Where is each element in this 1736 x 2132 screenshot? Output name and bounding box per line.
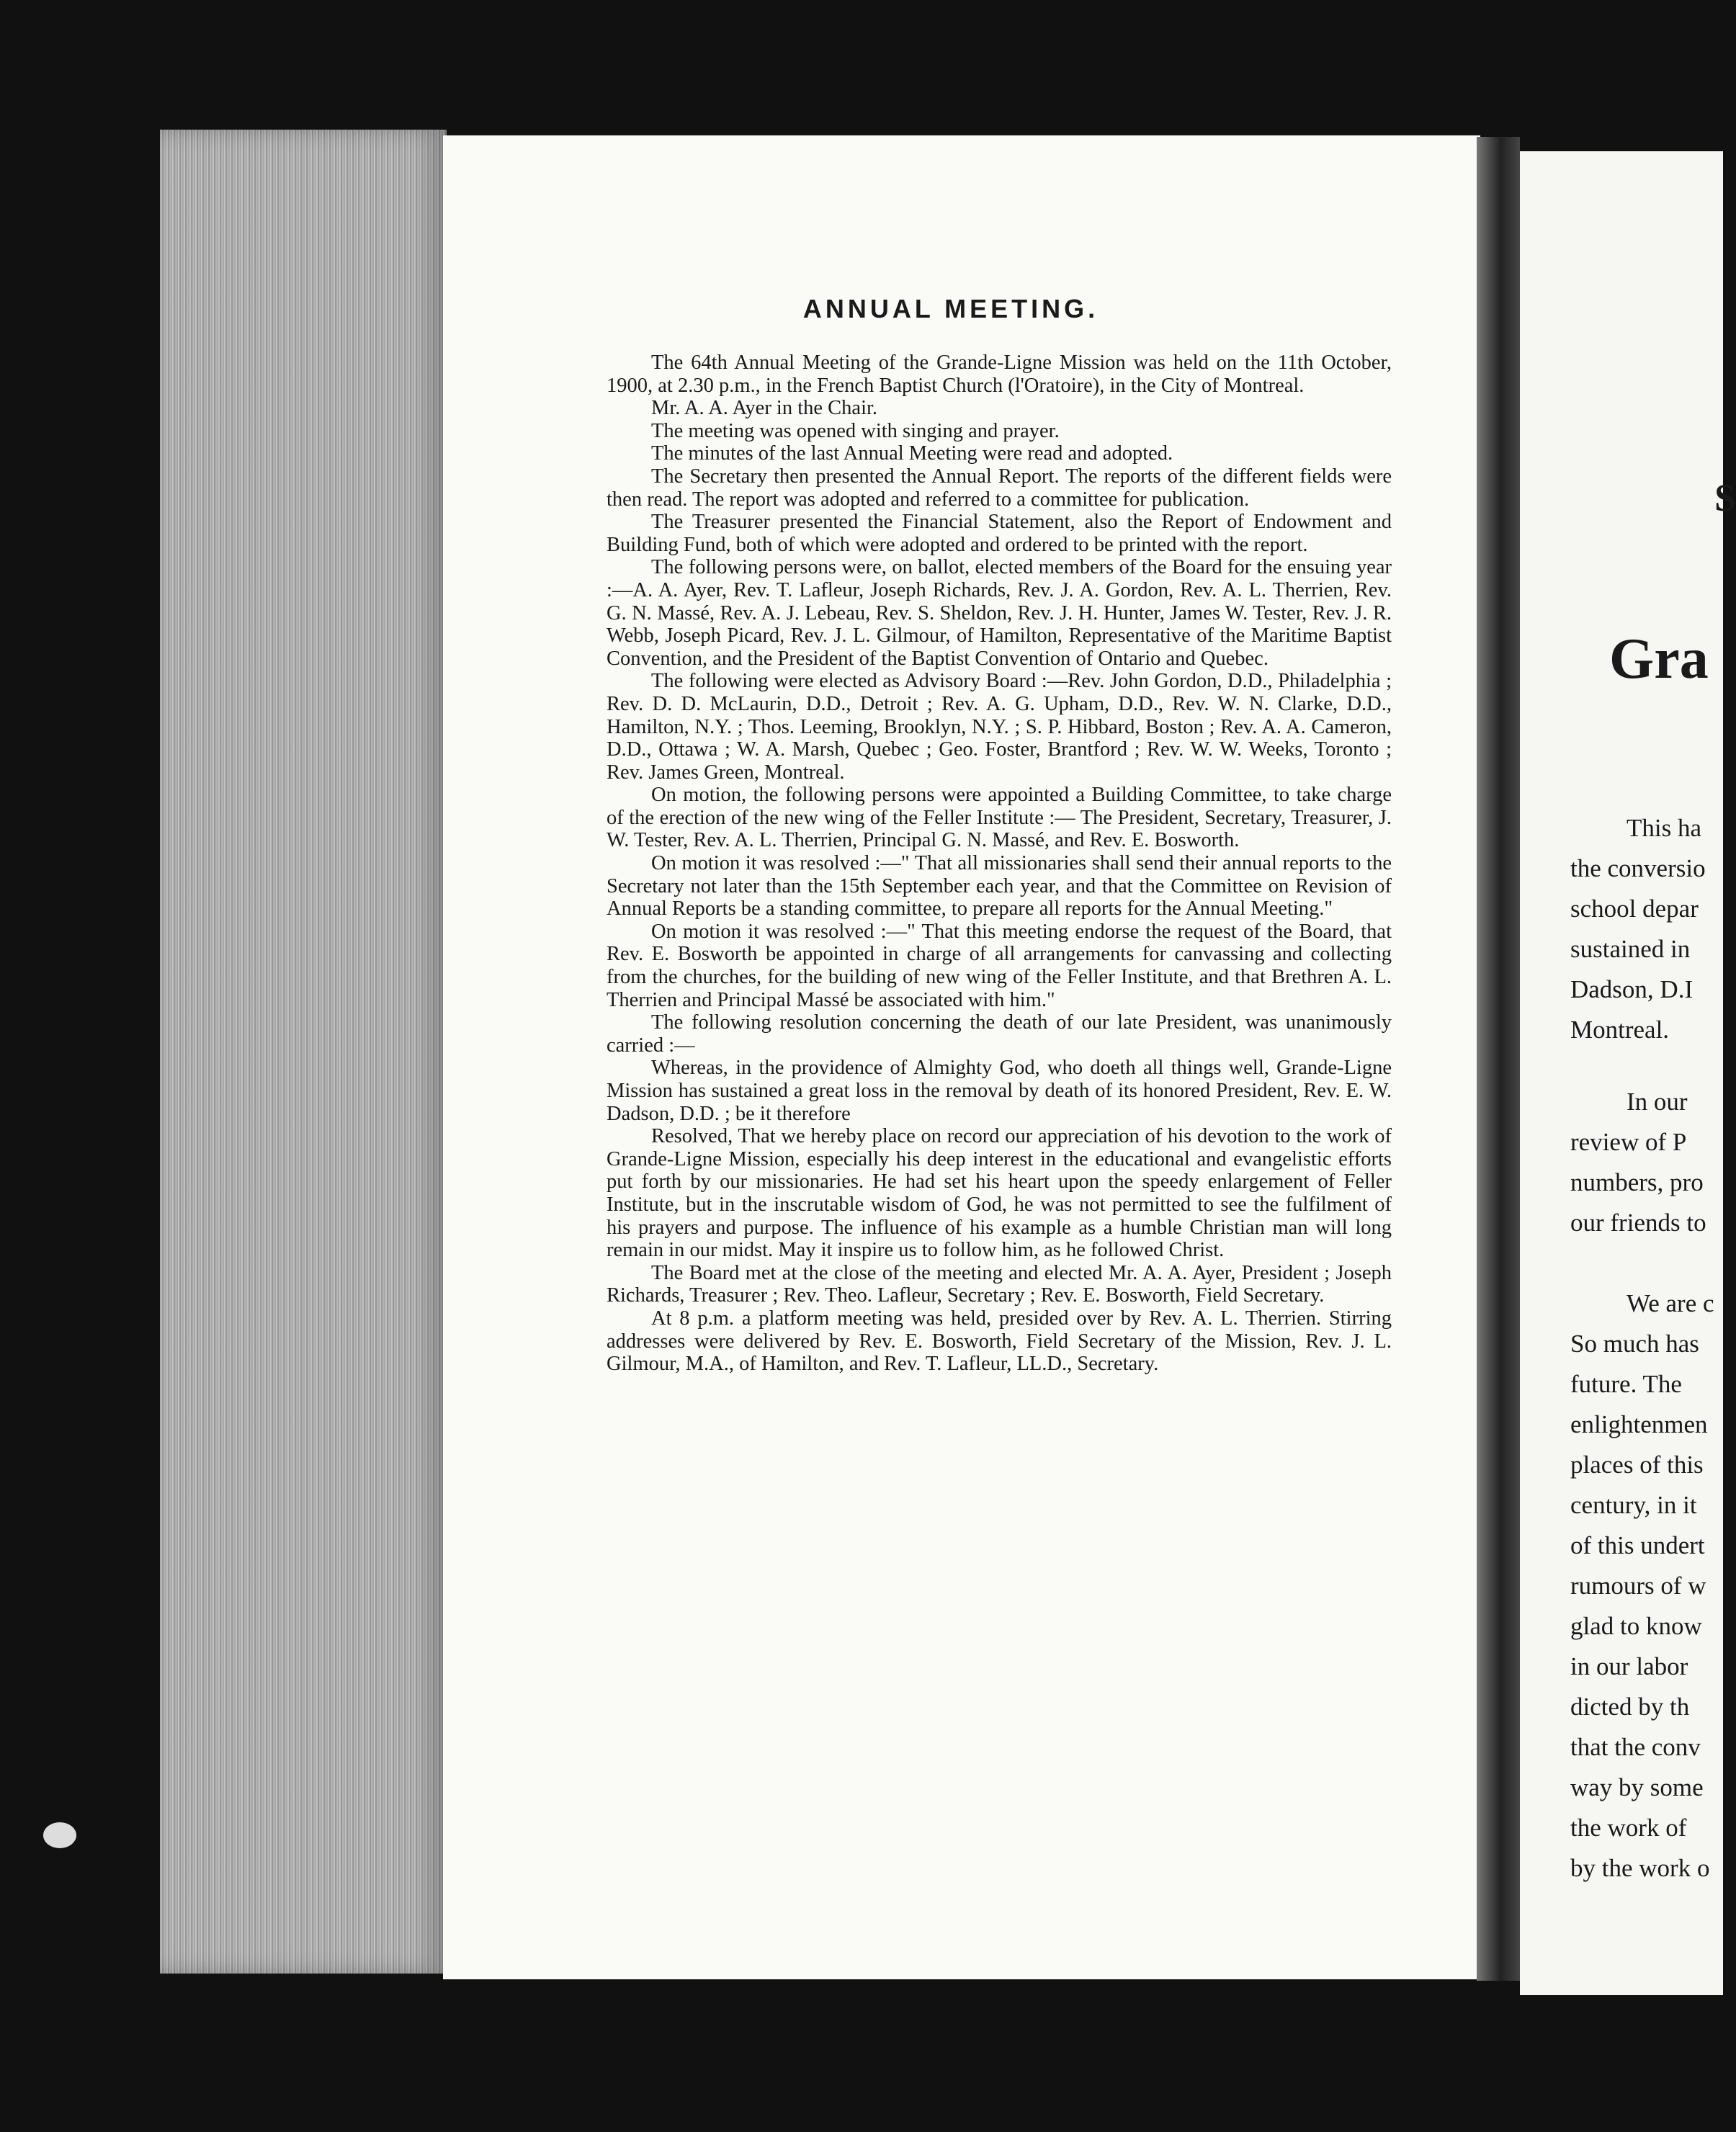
paragraph-resolution-reports: On motion it was resolved :—" That all missionaries shall send their annual reports to the Secretary not later than the 15th September each year, and that the Committee on Revision of Annual Reports be a standing committee, to prepare all reports for the Annual Meeting." (607, 852, 1392, 921)
right-page-fragment: glad to know (1570, 1612, 1702, 1640)
book-gutter (1477, 137, 1520, 1981)
paragraph-chair: Mr. A. A. Ayer in the Chair. (651, 397, 878, 420)
right-page-fragment: enlightenmen (1570, 1410, 1708, 1438)
paragraph-building-committee: On motion, the following persons were appointed a Building Committee, to take charge of the erection of the new wing of the Feller Institute :— The President, Secretary, Treasurer, J. W. Tester, Rev. A. L. Therrien, Principal G. N. Massé, and Rev. E. Bosworth. (607, 784, 1392, 852)
right-page-fragment: S (1714, 476, 1736, 519)
right-page-fragment: Gra (1609, 627, 1709, 691)
paragraph-resolution-bosworth: On motion it was resolved :—" That this meeting endorse the request of the Board, that Rev. E. Bosworth be appointed in charge of all arrangements for canvassing and collecting from the churches, for the building of new wing of the Feller Institute, and that Brethren A. L. Therrien and Principal Massé be associated with him." (607, 920, 1392, 1011)
paragraph-whereas: Whereas, in the providence of Almighty God, who doeth all things well, Grande-Ligne Mission has sustained a great loss in the removal by death of its honored President, Rev. E. W. Dadson, D.D. ; be it therefore (607, 1057, 1392, 1125)
paragraph-board-officers: The Board met at the close of the meeting and elected Mr. A. A. Ayer, President ; Joseph Richards, Treasurer ; Rev. Theo. Lafleur, Secretary ; Rev. E. Bosworth, Field Secretary. (607, 1261, 1392, 1307)
right-page-fragment: future. The (1570, 1370, 1682, 1398)
right-page-fragment: our friends to (1570, 1209, 1706, 1237)
paragraph-platform-meeting: At 8 p.m. a platform meeting was held, presided over by Rev. A. L. Therrien. Stirring addresses were delivered by Rev. E. Bosworth, Field Secretary of the Mission, Rev. J. L. Gilmour, M.A., of Hamilton, and Rev. T. Lafleur, LL.D., Secretary. (607, 1307, 1392, 1376)
paragraph-opened: The meeting was opened with singing and prayer. (651, 419, 1060, 442)
right-page-fragment: school depar (1570, 895, 1699, 923)
right-page-fragment: by the work o (1570, 1854, 1710, 1882)
paragraph-advisory: The following were elected as Advisory Board :—Rev. John Gordon, D.D., Philadelphia ; Rev. D. D. McLaurin, D.D., Detroit ; Rev. A. G. Upham, D.D., Rev. W. N. Clarke, D.D., Hamilton, N.Y. ; Thos. Leeming, Brooklyn, N.Y. ; S. P. Hibbard, Boston ; Rev. A. A. Cameron, D.D., Ottawa ; W. A. Marsh, Quebec ; Geo. Foster, Brantford ; Rev. W. W. Weeks, Toronto ; Rev. James Green, Montreal. (607, 670, 1392, 784)
book-page-edges (160, 130, 447, 1974)
right-page-fragment: of this undert (1570, 1531, 1705, 1559)
right-page-fragment: rumours of w (1570, 1572, 1706, 1600)
dust-speck (43, 1822, 76, 1848)
right-page-fragment: dicted by th (1570, 1693, 1690, 1721)
right-page-fragment: Montreal. (1570, 1016, 1670, 1044)
paragraph-resolved: Resolved, That we hereby place on record our appreciation of his devotion to the work of Grande-Ligne Mission, especially his deep interest in the educational and evangelistic efforts put forth by our missionaries. He had set his heart upon the speedy enlargement of Feller Institute, but in the inscrutable wisdom of God, he was not permitted to see the fulfilment of his prayers and purpose. The influence of his example as a humble Christian man will long remain in our midst. May it inspire us to follow him, as he followed Christ. (607, 1125, 1392, 1262)
right-page-fragment: sustained in (1570, 935, 1691, 963)
right-page-fragment: the work of (1570, 1814, 1687, 1842)
right-page-fragment: way by some (1570, 1773, 1704, 1801)
page-heading: ANNUAL MEETING. (802, 294, 1099, 323)
right-page-fragment: This ha (1627, 814, 1702, 842)
right-page-fragment: that the conv (1570, 1733, 1701, 1761)
right-page-fragment: the conversio (1570, 854, 1706, 882)
paragraph-opening: The 64th Annual Meeting of the Grande-Ligne Mission was held on the 11th October, 1900, at 2.30 p.m., in the French Baptist Church (l'Oratoire), in the City of Montreal. (607, 351, 1392, 397)
right-page-fragment: So much has (1570, 1330, 1699, 1358)
paragraph-financial: The Treasurer presented the Financial Statement, also the Report of Endowment and Building Fund, both of which were adopted and ordered to be printed with the report. (607, 511, 1392, 556)
right-page-fragment: We are c (1627, 1289, 1714, 1317)
right-page-fragment: century, in it (1570, 1491, 1697, 1519)
right-page-fragment: Dadson, D.I (1570, 975, 1694, 1003)
right-page-fragment: in our labor (1570, 1652, 1688, 1680)
right-page-fragment: In our (1627, 1088, 1688, 1116)
paragraph-death-resolution: The following resolution concerning the death of our late President, was unanimously carried :— (607, 1011, 1392, 1057)
paragraph-board: The following persons were, on ballot, elected members of the Board for the ensuing year :—A. A. Ayer, Rev. T. Lafleur, Joseph Richards, Rev. J. A. Gordon, Rev. A. L. Therrien, Rev. G. N. Massé, Rev. A. J. Lebeau, Rev. S. Sheldon, Rev. J. H. Hunter, James W. Tester, Rev. J. R. Webb, Joseph Picard, Rev. J. L. Gilmour, of Hamilton, Representative of the Maritime Baptist Convention, and the President of the Baptist Convention of Ontario and Quebec. (607, 556, 1392, 670)
minutes-body (607, 351, 1392, 1376)
right-page-fragment: review of P (1570, 1128, 1687, 1156)
right-page-fragment: places of this (1570, 1451, 1704, 1479)
paragraph-annual-report: The Secretary then presented the Annual Report. The reports of the different fields were then read. The report was adopted and referred to a committee for publication. (607, 465, 1392, 511)
paragraph-minutes: The minutes of the last Annual Meeting were read and adopted. (651, 442, 1173, 465)
right-page-fragment: numbers, pro (1570, 1168, 1704, 1196)
